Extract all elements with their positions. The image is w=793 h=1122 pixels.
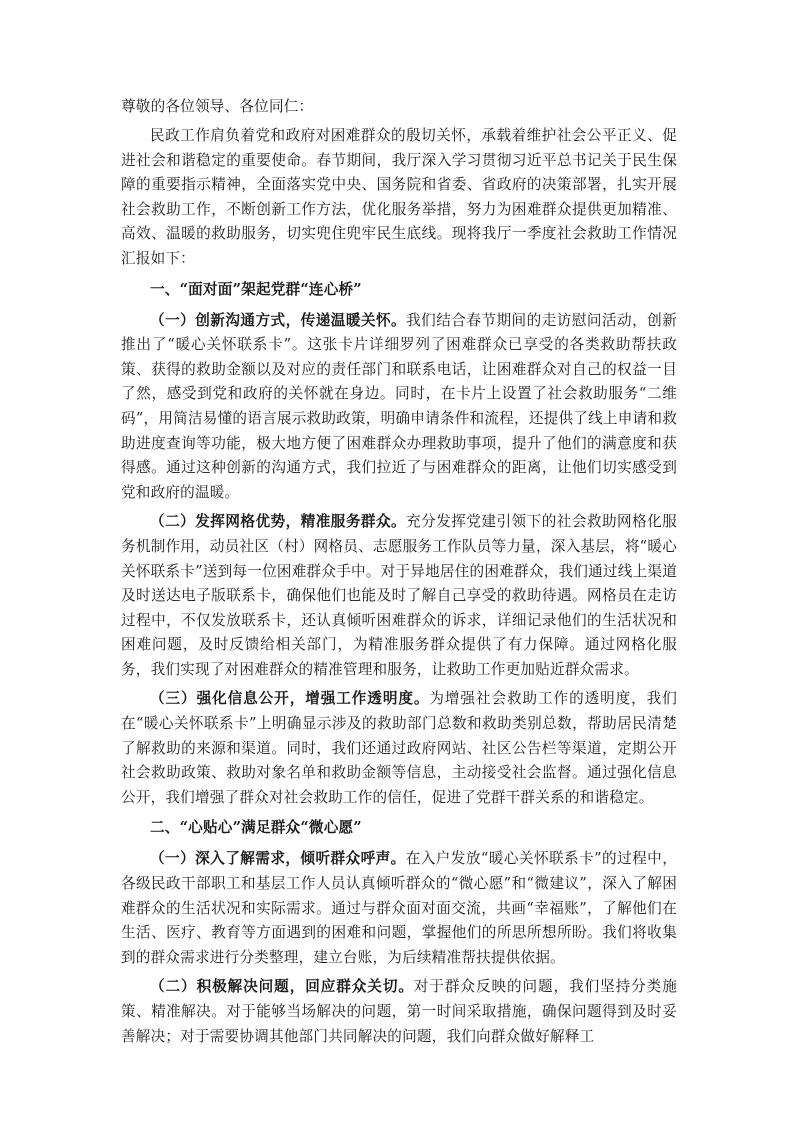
greeting: 尊敬的各位领导、各位同仁： (121, 98, 314, 115)
body-paragraph (121, 975, 677, 1049)
paragraph-text: 我们结合春节期间的走访慰问活动，创新推出了“暖心关怀联系卡”。这张卡片详细罗列了困难群众已享受的各类救助帮扶政策、获得的救助金额以及对应的责任部门和联系电话，让困难群众对自己的权益一目了然，感受到党和政府的关怀就在身边。同时，在卡片上设置了社会救助服务“二维码”，用简洁易懂的语言展示救助政策，明确申请条件和流程，还提供了线上申请和救助进度查询等功能，极大地方便了困难群众办理救助事项，提升了他们的满意度和获得感。通过这种创新的沟通方式，我们拉近了与困难群众的距离，让他们切实感受到党和政府的温暖。 (121, 311, 678, 501)
document-page (121, 92, 677, 1054)
subheading: （三）强化信息公开，增强工作透明度。 (150, 690, 430, 708)
body-paragraph (121, 309, 677, 506)
intro-paragraph: 民政工作肩负着党和政府对困难群众的殷切关怀，承载着维护社会公平正义、促进社会和谐稳定的重要使命。春节期间，我厅深入学习贯彻习近平总书记关于民生保障的重要指示精神，全面落实党中央、国务院和省委、省政府的决策部署，扎实开展社会救助工作，不断创新工作方法，优化服务举措，努力为困难群众提供更加精准、高效、温暖的救助服务，切实兜住兜牢民生底线。现将我厅一季度社会救助工作情况汇报如下： (121, 127, 677, 267)
subheading: （二）发挥网格优势，精准服务群众。 (150, 513, 407, 531)
subheading: （二）积极解决问题，回应群众关切。 (150, 978, 414, 996)
body-paragraph (121, 510, 677, 682)
section-heading: 一、“面对面”架起党群“连心桥” (150, 280, 362, 298)
body-paragraph (121, 847, 677, 970)
paragraph-text: 在入户发放“暖心关怀联系卡”的过程中，各级民政干部职工和基层工作人员认真倾听群众的“微心愿”和“微建议”，深入了解困难群众的生活状况和实际需求。通过与群众面对面交流，共画“幸福账”，了解他们在生活、医疗、教育等方面遇到的困难和问题，掌握他们的所思所想所盼。我们将收集到的群众需求进行分类整理，建立台账，为后续精准帮扶提供依据。 (121, 850, 677, 966)
paragraph-text: 对于群众反映的问题，我们坚持分类施策、精准解决。对于能够当场解决的问题，第一时间采取措施，确保问题得到及时妥善解决；对于需要协调其他部门共同解决的问题，我们向群众做好解释工 (121, 978, 677, 1045)
section-heading: 二、“心贴心”满足群众“微心愿” (150, 819, 362, 837)
body-paragraph (121, 687, 677, 810)
subheading: （一）创新沟通方式，传递温暖关怀。 (150, 311, 407, 329)
paragraph-text: 为增强社会救助工作的透明度，我们在“暖心关怀联系卡”上明确显示涉及的救助部门总数和救助类别总数，帮助居民清楚了解救助的来源和渠道。同时，我们还通过政府网站、社区公告栏等渠道，定期公开社会救助政策、救助对象名单和救助金额等信息，主动接受社会监督。通过强化信息公开，我们增强了群众对社会救助工作的信任，促进了党群干群关系的和谐稳定。 (121, 690, 678, 806)
subheading: （一）深入了解需求，倾听群众呼声。 (150, 850, 406, 868)
paragraph-text: 充分发挥党建引领下的社会救助网格化服务机制作用，动员社区（村）网格员、志愿服务工作队员等力量，深入基层，将“暖心关怀联系卡”送到每一位困难群众手中。对于异地居住的困难群众，我们通过线上渠道及时送达电子版联系卡，确保他们也能及时了解自己享受的救助待遇。网格员在走访过程中，不仅发放联系卡，还认真倾听困难群众的诉求，详细记录他们的生活状况和困难问题，及时反馈给相关部门，为精准服务群众提供了有力保障。通过网格化服务，我们实现了对困难群众的精准管理和服务，让救助工作更加贴近群众需求。 (121, 513, 678, 678)
